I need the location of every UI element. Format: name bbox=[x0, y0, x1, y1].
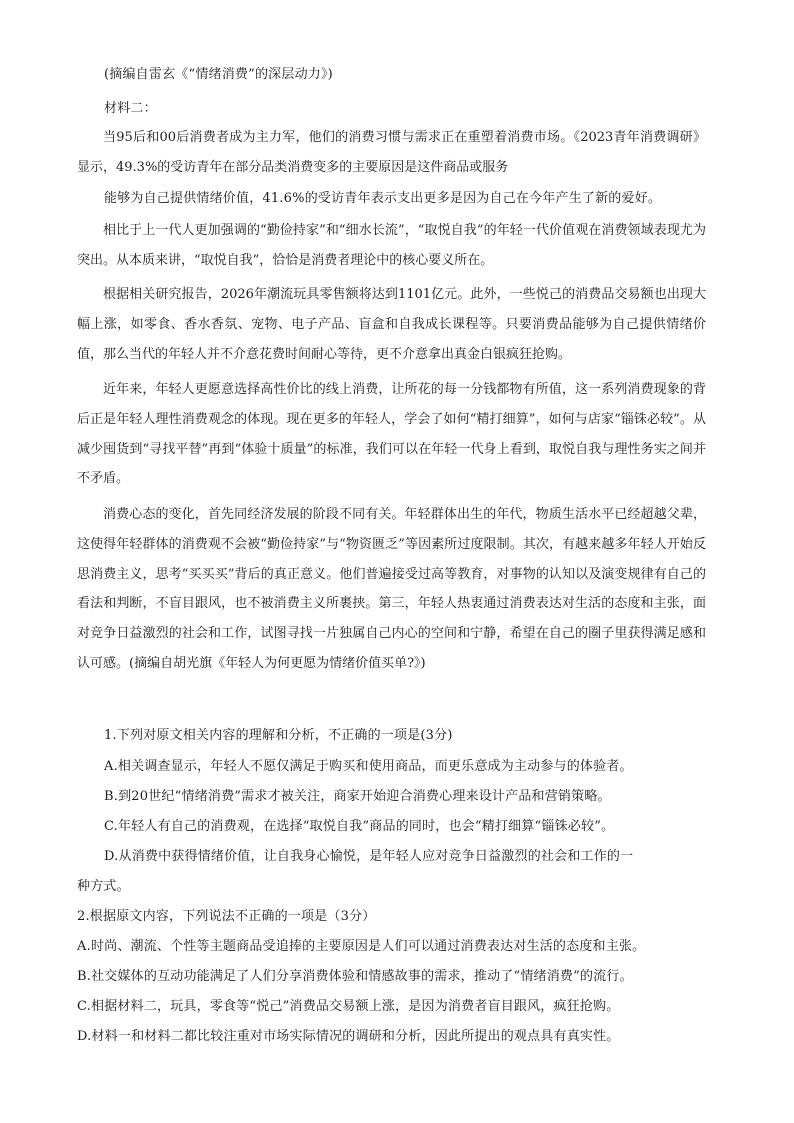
question-1-option-d-continued: 种方式。 bbox=[77, 879, 130, 894]
question-1-option-a: A.相关调查显示，年轻人不愿仅满足于购买和使用商品，而更乐意成为主动参与的体验者。 bbox=[104, 759, 633, 774]
paragraph-2: 相比于上一代人更加强调的“勤俭持家”和“细水长流”，“取悦自我”的年轻一代价值观在消费领域表现尤为突出。从本质来讲，“取悦自我”，恰恰是消费者理论中的核心要义所在。 bbox=[77, 223, 706, 268]
question-2-option-a: A.时尚、潮流、个性等主题商品受追捧的主要原因是人们可以通过消费表达对生活的态度和主张。 bbox=[77, 939, 646, 954]
paragraph-3: 根据相关研究报告，2026年潮流玩具零售额将达到1101亿元。此外，一些悦己的消费品交易额也出现大幅上涨，如零食、香水香氛、宠物、电子产品、盲盒和自我成长课程等。只要消费品能够为自己提供情绪价值，那么当代的年轻人并不介意花费时间耐心等待，更不介意拿出真金白银疯狂抢购。 bbox=[77, 287, 706, 362]
question-2-stem: 2.根据原文内容，下列说法不正确的一项是（3分） bbox=[77, 909, 376, 924]
question-1-option-d: D.从消费中获得情绪价值，让自我身心愉悦，是年轻人应对竞争日益激烈的社会和工作的一 bbox=[104, 849, 634, 864]
question-1-option-c: C.年轻人有自己的消费观，在选择“取悦自我”商品的同时，也会“精打细算“锱铢必较”。 bbox=[104, 819, 615, 834]
paragraph-5: 消费心态的变化，首先同经济发展的阶段不同有关。年轻群体出生的年代，物质生活水平已经超越父辈，这使得年轻群体的消费观不会被“勤俭持家”与“物资匮乏”等因素所过度限制。其次，有越来越多年轻人开始反思消费主义，思考“买买买”背后的真正意义。他们普遍接受过高等教育，对事物的认知以及演变规律有自己的看法和判断，不盲目跟风，也不被消费主义所裹挟。第三，年轻人热衷通过消费表达对生活的态度和主张，面对竞争日益激烈的社会和工作，试图寻找一片独属自己内心的空间和宁静，希望在自己的圈子里获得满足感和认可感。(摘编自胡光旗《年轻人为何更愿为情绪价值买单?》) bbox=[77, 507, 706, 671]
material-2-label: 材料二： bbox=[104, 101, 157, 116]
source-citation-1: (摘编自雷玄《“情绪消费”的深层动力》) bbox=[104, 67, 333, 82]
paragraph-4: 近年来，年轻人更愿意选择高性价比的线上消费，让所花的每一分钱都物有所值，这一系列消费现象的背后正是年轻人理性消费观念的体现。现在更多的年轻人，学会了如何“精打细算”，如何与店家“锱铢必较”。从减少囤货到“寻找平替”再到“体验十质量”的标准，我们可以在年轻一代身上看到，取悦自我与理性务实之间并不矛盾。 bbox=[77, 382, 706, 487]
question-2-option-b: B.社交媒体的互动功能满足了人们分享消费体验和情感故事的需求，推动了“情绪消费”的流行。 bbox=[77, 969, 633, 984]
question-1-option-b: B.到20世纪“情绪消费”需求才被关注，商家开始迎合消费心理来设计产品和营销策略。 bbox=[104, 789, 611, 804]
question-2-option-c: C.相据材料二，玩具，零食等“悦己”消费品交易额上涨，是因为消费者盲目跟风，疯狂抢购。 bbox=[77, 999, 620, 1014]
question-2-option-d: D.材料一和材料二都比较注重对市场实际情况的调研和分析，因此所提出的观点具有真实性。 bbox=[77, 1029, 620, 1044]
question-1-stem: 1.下列对原文相关内容的理解和分析，不正确的一项是(3分) bbox=[104, 728, 453, 743]
paragraph-1-continued: 能够为自己提供情绪价值，41.6%的受访青年表示支出更多是因为自己在今年产生了新的爱好。 bbox=[104, 191, 662, 206]
paragraph-1: 当95后和00后消费者成为主力军，他们的消费习惯与需求正在重塑着消费市场。《2023青年消费调研》显示，49.3%的受访青年在部分品类消费变多的主要原因是这件商品或服务 bbox=[77, 130, 706, 175]
